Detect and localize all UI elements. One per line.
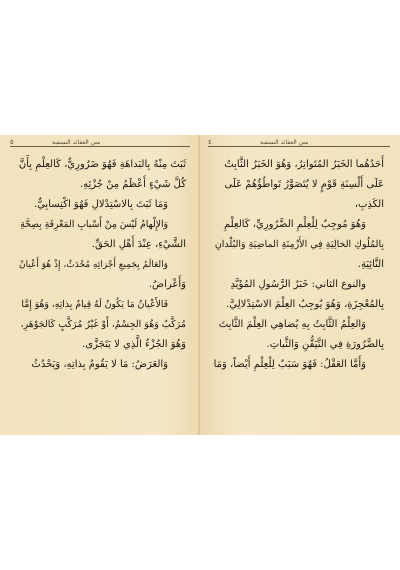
text-line: وَالعَالَمُ بِجَمِيعِ أَجْزائِهِ مُحْدَثٌ، إِذْ هُوَ أَعْيانٌ	[18, 260, 168, 270]
page-number: ٥	[10, 138, 14, 146]
text-line: فَالأَعْيانُ مَا يَكُونُ لَهُ قِيامٌ بِذاتِهِ، وَهُوَ إِمَّا	[21, 299, 168, 310]
text-line: الشَّيْءِ، عِنْدَ أَهْلِ الحَقِّ.	[91, 239, 186, 250]
right-page	[200, 135, 400, 435]
open-book	[0, 135, 400, 435]
text-line: وَهُوَ الجُزْءُ الَّذِي لا يَتَجَزَّى.	[82, 339, 186, 350]
text-line: والنوع الثاني: خَبَرُ الرَّسُولِ المُؤَيَّدِ	[230, 279, 366, 290]
text-line: الكَذِبِ،	[354, 199, 384, 210]
text-line: وَأَعْراضٌ.	[148, 279, 186, 290]
text-line: وَالعِلْمُ الثَّابِتُ بِهِ يُضاهِي العِلْمَ الثَّابِتَ	[218, 319, 366, 330]
left-page	[0, 135, 200, 435]
page-number: ٤	[208, 138, 212, 146]
text-line: عَلَى أَلْسِنَةِ قَوْمٍ لا يُتَصَوَّرُ تَواطُؤُهُمْ عَلَى	[224, 179, 384, 190]
text-line: بِالمُعْجِزَةِ، وَهُوَ يُوجِبُ العِلْمَ الاسْتِدْلالِيَّ.	[226, 299, 384, 310]
text-line: وَأَمَّا العَقْلُ: فَهُوَ سَبَبٌ لِلْعِلْمِ أَيْضاً، وَمَا	[213, 359, 366, 370]
text-line: أَحَدُهُما الخَبَرُ المُتَواتِرُ، وَهُوَ الخَبَرُ الثَّابِتُ	[224, 159, 384, 170]
text-line: وَالعَرَضُ: مَا لا يَقُومُ بِذاتِهِ، وَيَحْدُثُ	[31, 359, 168, 370]
text-line: النَّائِيَةِ.	[357, 259, 384, 270]
text-line: وَمَا ثَبَتَ بِالاسْتِدْلالِ فَهُوَ اكْتِسابِيٌّ.	[33, 199, 168, 210]
text-line: ثَبَتَ مِنْهُ بِالبَداهَةِ فَهُوَ ضَرُورِيٌّ، كَالعِلْمِ بِأَنَّ	[18, 159, 186, 170]
text-line: وَالإِلْهامُ لَيْسَ مِنْ أَسْبابِ المَعْرِفَةِ بِصِحَّةِ	[20, 219, 168, 230]
text-line: مُرَكَّبٌ وَهُوَ الجِسْمُ، أَوْ غَيْرُ مُرَكَّبٍ كَالجَوْهَرِ،	[20, 319, 186, 330]
text-line: بِالمُلُوكِ الخالِيَةِ فِي الأَزْمِنَةِ الماضِيَةِ وَالبُلْدانِ	[214, 239, 384, 250]
header-rule	[10, 146, 190, 147]
header-rule	[208, 146, 390, 147]
running-head: متن العقائد النسفية	[260, 139, 309, 146]
page-body	[18, 155, 186, 375]
text-line: كُلَّ شَيْءٍ أَعْظَمُ مِنْ جُزْئِهِ.	[79, 179, 186, 190]
text-line: وَهُوَ مُوجِبٌ لِلْعِلْمِ الضَّرُورِيِّ، كَالعِلْمِ	[223, 219, 366, 230]
text-line: بِالضَّرُورَةِ فِي التَّيَقُّنِ وَالثَّباتِ.	[266, 339, 384, 350]
running-head: متن العقائد النسفية	[52, 139, 101, 146]
page-body	[214, 155, 384, 375]
